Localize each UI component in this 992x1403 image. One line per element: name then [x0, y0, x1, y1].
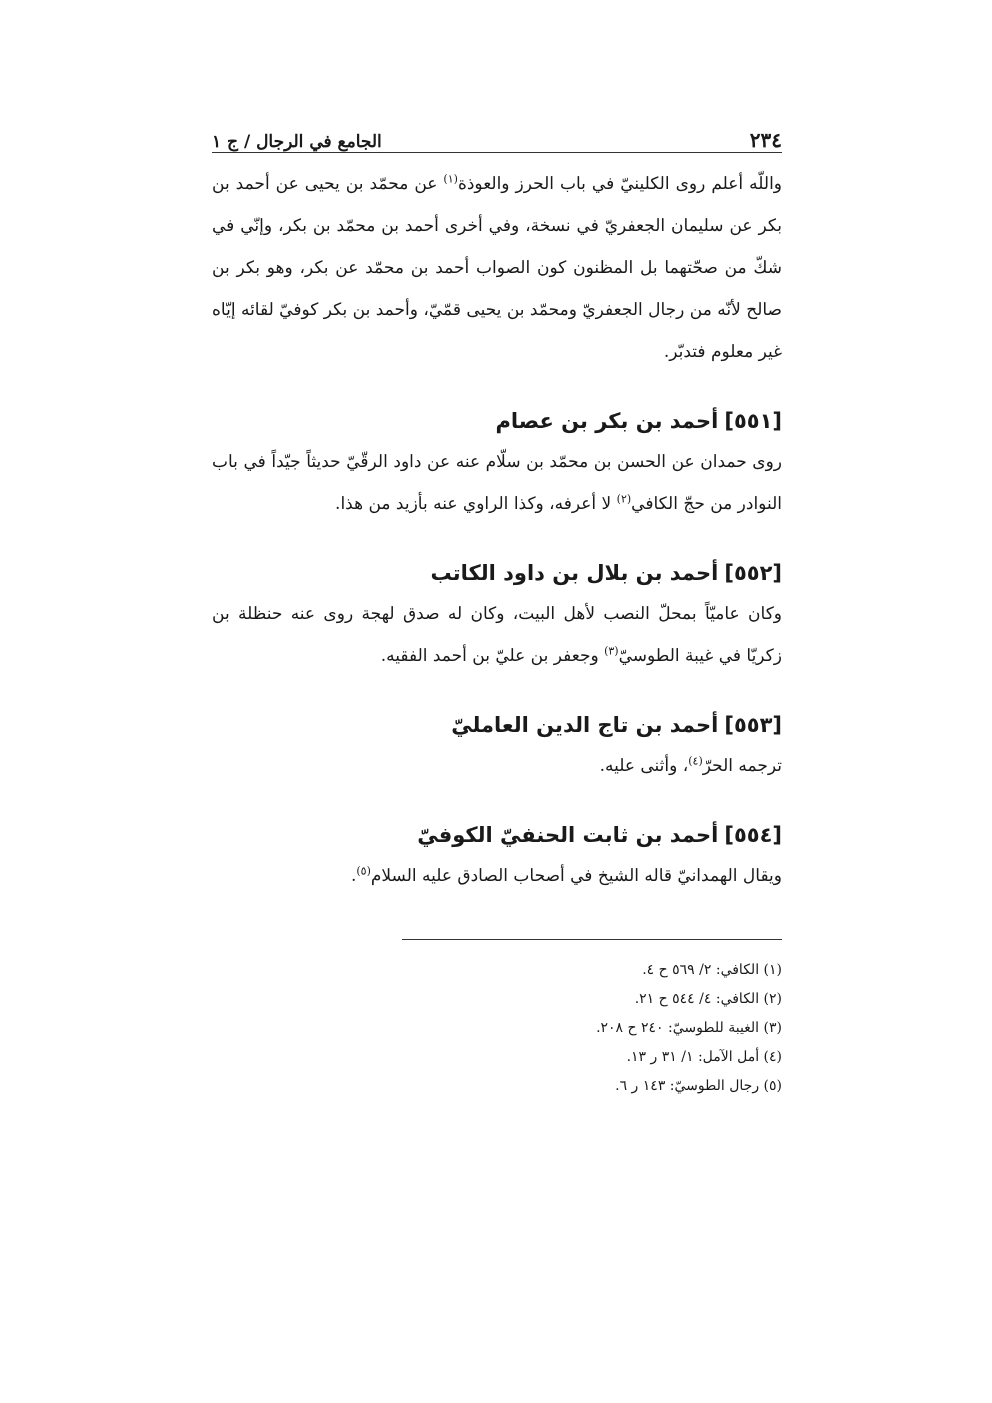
entry-text-after: ، وأثنى عليه.: [599, 756, 689, 776]
footnote-item: (٥) رجال الطوسيّ: ١٤٣ ر ٦.: [615, 1078, 782, 1094]
entry-number: [٥٥٤]: [724, 823, 782, 847]
entry-text-before: ويقال الهمدانيّ قاله الشيخ في أصحاب الصادق عليه السلام: [370, 866, 782, 886]
page-header: [212, 118, 782, 153]
entry-text-after: وجعفر بن عليّ بن أحمد الفقيه.: [380, 646, 605, 666]
entry-number: [٥٥١]: [724, 409, 782, 433]
footnote-ref: (٤): [688, 754, 703, 768]
entry-text-after: .: [350, 866, 357, 886]
entry-text-before: وكان عاميّاً بمحلّ النصب لأهل البيت، وكان له صدق لهجة روى عنه حنظلة بن زكريّا في غيبة الطوسيّ: [212, 604, 782, 666]
book-page: [212, 118, 782, 1101]
footnote-item: (٣) الغيبة للطوسيّ: ٢٤٠ ح ٢٠٨.: [596, 1020, 782, 1036]
entry-name: أحمد بن بلال بن داود الكاتب: [430, 561, 719, 585]
entry-number: [٥٥٣]: [724, 713, 782, 737]
footnote-item: (٤) أمل الآمل: ١/ ٣١ ر ١٣.: [626, 1049, 782, 1065]
footnote-item: (١) الكافي: ٢/ ٥٦٩ ح ٤.: [642, 962, 782, 978]
entry-number: [٥٥٢]: [724, 561, 782, 585]
entry-name: أحمد بن ثابت الحنفيّ الكوفيّ: [417, 823, 719, 847]
entry-text-after: لا أعرفه، وكذا الراوي عنه بأزيد من هذا.: [335, 494, 617, 514]
entry-text-552: [212, 593, 782, 677]
intro-text-part1: واللّه أعلم روى الكلينيّ في باب الحرز والعوذة: [457, 174, 782, 194]
intro-paragraph: [212, 163, 782, 373]
entry-text-before: ترجمه الحرّ: [702, 756, 782, 776]
entry-heading-554: [212, 815, 782, 855]
footnote-ref: (١): [443, 172, 458, 186]
footnotes-list: [212, 956, 782, 1101]
entry-text-551: [212, 441, 782, 525]
footnote-ref: (٣): [604, 644, 619, 658]
footnote-item: (٢) الكافي: ٤/ ٥٤٤ ح ٢١.: [634, 991, 782, 1007]
footnote-ref: (٢): [616, 492, 632, 506]
entry-text-before: روى حمدان عن الحسن بن محمّد بن سلّام عنه عن داود الرقّيّ حديثاً جيّداً في باب النوادر من حجّ الكافي: [212, 452, 782, 514]
footnote-ref: (٥): [356, 864, 371, 878]
footnote-separator: [402, 939, 782, 940]
entry-heading-553: [212, 705, 782, 745]
entry-name: أحمد بن تاج الدين العامليّ: [451, 713, 719, 737]
intro-text-part2: عن محمّد بن يحيى عن أحمد بن بكر عن سليمان الجعفريّ في نسخة، وفي أخرى أحمد بن محمّد بن بكر، وإنّي في شكّ من صحّتهما بل المظنون كون الصواب أحمد بن محمّد عن بكر، وهو بكر بن صالح لأنّه من رجال الجعفريّ ومحمّد بن يحيى قمّيّ، وأحمد بن بكر كوفيّ لقائه إيّاه غير معلوم فتدبّر.: [212, 174, 782, 362]
page-number: ٢٣٤: [749, 128, 782, 152]
entry-heading-552: [212, 553, 782, 593]
entry-text-554: [212, 855, 782, 897]
book-title: الجامع في الرجال / ج ١: [212, 132, 382, 152]
entry-name: أحمد بن بكر بن عصام: [495, 409, 719, 433]
entry-heading-551: [212, 401, 782, 441]
entry-text-553: [212, 745, 782, 787]
